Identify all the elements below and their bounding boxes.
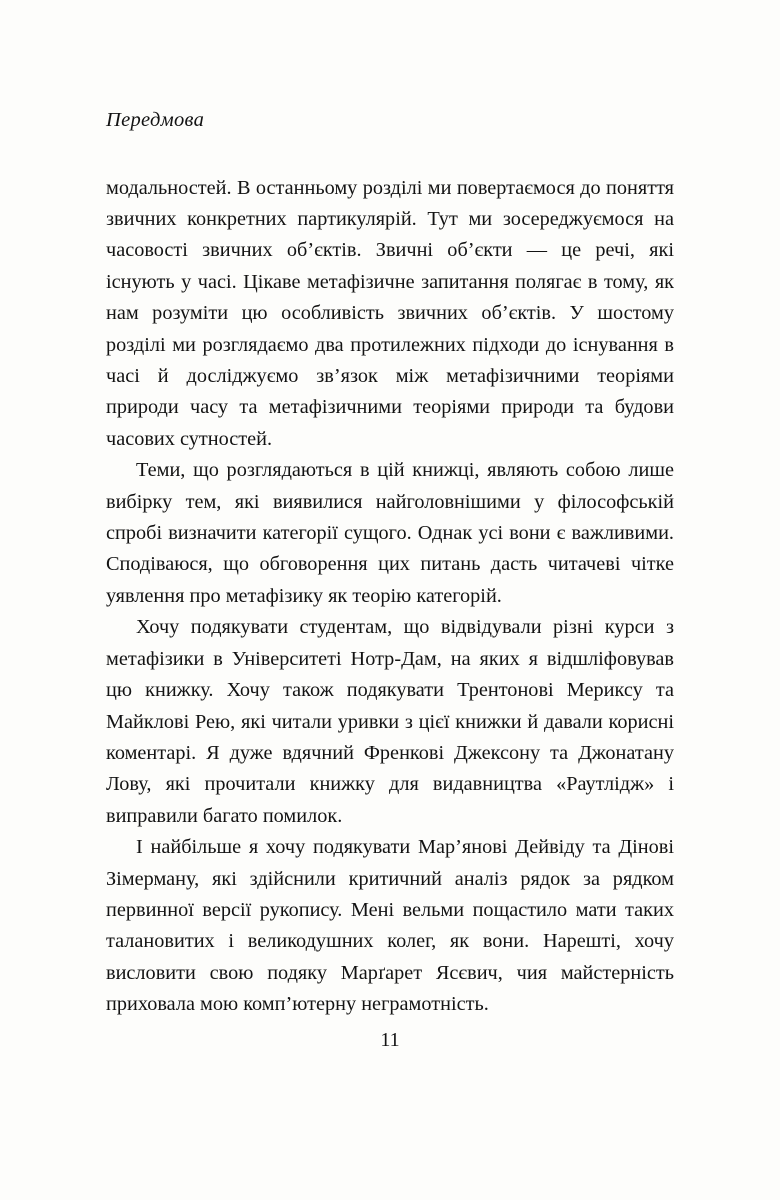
body-copy bbox=[106, 173, 674, 1021]
paragraph-4: І найбільше я хочу подякувати Мар’янові Дейвіду та Дінові Зімерману, які здійснили критичний аналіз рядок за рядком первинної версії рукопису. Мені вельми пощастило мати таких талановитих і великодушних колег, як вони. Нарешті, хочу висловити свою подяку Марґарет Ясєвич, чия майстерність приховала мою комп’ютерну неграмотність. bbox=[106, 836, 674, 1016]
paragraph-2: Теми, що розглядаються в цій книжці, являють собою лише вибірку тем, які виявилися найголовнішими у філософській спробі визначити категорії сущого. Однак усі вони є важливими. Сподіваюся, що обговорення цих питань дасть читачеві чітке уявлення про метафізику як теорію категорій. bbox=[106, 459, 674, 607]
text-column bbox=[106, 108, 674, 1021]
running-head: Передмова bbox=[106, 109, 205, 131]
paragraph-1: модальностей. В останньому розділі ми повертаємося до поняття звичних конкретних партикулярій. Тут ми зосереджуємося на часовості звичних об’єктів. Звичні об’єкти — це речі, які існують у часі. Цікаве метафізичне запитання полягає в тому, як нам розуміти цю особливість звичних об’єктів. У шостому розділі ми розглядаємо два протилежних підходи до існування в часі й досліджуємо зв’язок між метафізичними теоріями природи часу та метафізичними теоріями природи та будови часових сутностей. bbox=[106, 176, 674, 450]
paragraph-3: Хочу подякувати студентам, що відвідували різні курси з метафізики в Університеті Нотр-Дам, на яких я відшліфовував цю книжку. Хочу також подякувати Трентонові Мериксу та Майклові Рею, які читали уривки з цієї книжки й давали корисні коментарі. Я дуже вдячний Френкові Джексону та Джонатану Лову, які прочитали книжку для видавництва «Раутлідж» і виправили багато помилок. bbox=[106, 616, 674, 827]
page-number: 11 bbox=[380, 1029, 400, 1051]
